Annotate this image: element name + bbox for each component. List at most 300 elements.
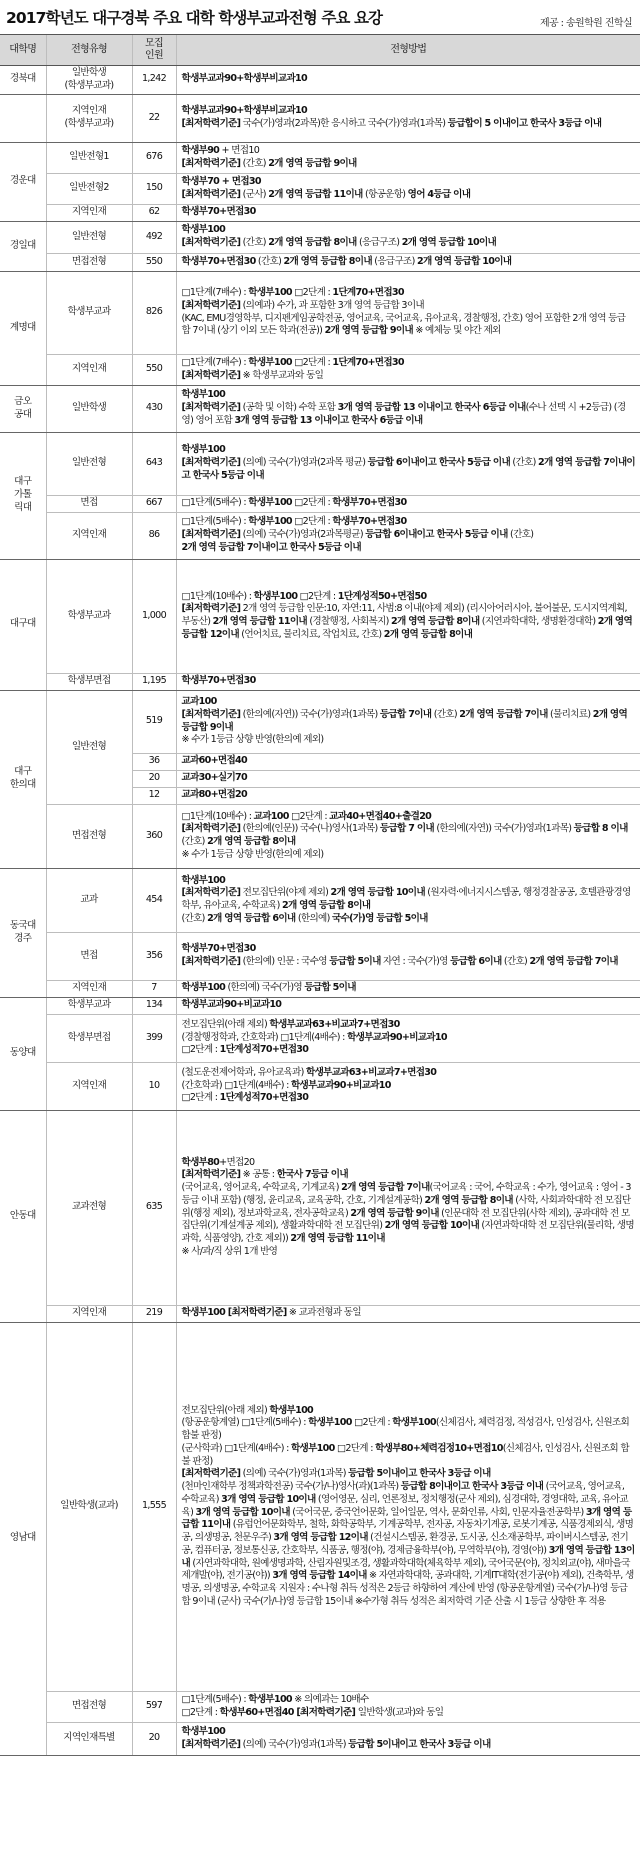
- method-line: [182, 206, 636, 219]
- table-row: [0, 271, 640, 354]
- table-row: [0, 142, 640, 173]
- cell-method: [176, 997, 640, 1014]
- cell-quota: 399: [132, 1014, 176, 1062]
- table-row: [0, 1110, 640, 1305]
- method-emphasis: 교과100: [181, 696, 217, 707]
- cell-quota: 219: [132, 1305, 176, 1322]
- table-row: [0, 66, 640, 95]
- cell-quota: 826: [132, 271, 176, 354]
- method-text: □2단계 :: [291, 497, 333, 509]
- method-text: (국어국문, 중국언어문화, 일어일문, 역사, 문화인류, 사회, 인문자율전공학부): [289, 1506, 586, 1518]
- method-line: [182, 224, 636, 237]
- method-line: [182, 370, 636, 383]
- method-emphasis: 2개 영역 등급합 12이내: [181, 616, 633, 640]
- method-emphasis: 2개 영역 등급합 9이내: [350, 1207, 439, 1219]
- method-text: □1단계(5배수) :: [181, 497, 249, 509]
- cell-quota: 10: [132, 1062, 176, 1110]
- cell-method: [176, 142, 640, 173]
- cell-type: 교과전형: [46, 1110, 132, 1305]
- method-emphasis: [최저학력기준]: [181, 118, 241, 129]
- method-emphasis: 등급합 5이내이고 한국사 3등급 이내: [348, 1468, 491, 1480]
- method-text: (간호): [240, 157, 269, 169]
- method-emphasis: 2개 영역 등급합 8이내: [391, 616, 480, 627]
- cell-method: [176, 271, 640, 354]
- cell-type: 교과: [46, 868, 132, 932]
- method-line: [182, 849, 636, 862]
- method-emphasis: 1단계70+면접30: [332, 287, 404, 298]
- method-emphasis: 학생부70+면접30: [181, 675, 256, 687]
- method-emphasis: [최저학력기준]: [181, 299, 241, 311]
- method-line: [182, 444, 636, 457]
- method-text: (공학 및 이학) 수학 포함: [240, 402, 338, 414]
- method-emphasis: [최저학력기준]: [181, 823, 241, 835]
- method-text: 전모집단위(아래 제외): [181, 1018, 270, 1030]
- method-text: □2단계 :: [181, 1092, 220, 1104]
- method-line: [182, 313, 636, 339]
- method-emphasis: 등급합 5이내이고 한국사 3등급 이내: [348, 1738, 491, 1750]
- method-line: [182, 1405, 636, 1418]
- method-text: (간호): [507, 529, 534, 541]
- method-text: 전모집단위(야제 제외): [240, 887, 331, 899]
- cell-type: 지역인재특별: [46, 1722, 132, 1755]
- method-emphasis: 등급합 6이내이고 한국사 5등급 이내: [365, 529, 508, 541]
- table-row: [0, 980, 640, 997]
- method-emphasis: 1단계70+면접30: [332, 356, 404, 368]
- method-text: ※ 사/과/직 상위 1개 반영: [181, 1245, 278, 1257]
- method-emphasis: 등급합 8이내이고 한국사 3등급 이내: [400, 1481, 544, 1492]
- method-line: [182, 145, 636, 158]
- cell-univ: 대구 가톨 릭대: [0, 432, 46, 559]
- method-emphasis: 2개 영역 등급합 8이내: [281, 900, 371, 911]
- cell-method: [176, 690, 640, 753]
- method-emphasis: [최저학력기준]: [181, 887, 241, 899]
- method-emphasis: 3개 영역 등급합 12이내: [273, 1532, 368, 1543]
- method-line: [182, 105, 636, 118]
- method-line: [182, 529, 636, 542]
- method-line: [182, 287, 636, 300]
- table-row: [0, 690, 640, 753]
- table-body: [0, 66, 640, 1756]
- method-emphasis: 2개 영역 등급합 8이내: [383, 628, 473, 640]
- cell-type: 학생부면접: [46, 1014, 132, 1062]
- method-line: [182, 389, 636, 402]
- method-emphasis: 2개 영역 등급합 11이내: [290, 1233, 385, 1244]
- method-emphasis: [최저학력기준]: [181, 402, 241, 414]
- method-line: [182, 300, 636, 313]
- method-emphasis: [최저학력기준]: [181, 188, 241, 200]
- method-emphasis: 교과80+면접20: [181, 789, 248, 801]
- cell-method: [176, 932, 640, 980]
- method-emphasis: 학생부100: [181, 1725, 226, 1737]
- cell-method: [176, 495, 640, 512]
- method-text: (의예) 국수(가)영과(1과목): [240, 1468, 349, 1480]
- cell-method: [176, 1305, 640, 1322]
- method-emphasis: 학생부70+면접30: [332, 516, 407, 528]
- method-emphasis: 학생부100: [181, 444, 226, 456]
- method-emphasis: 2개 영역 등급합 10이내: [401, 237, 497, 248]
- method-text: □2단계 :: [288, 810, 330, 822]
- cell-type: 면접전형: [46, 804, 132, 868]
- method-line: [182, 875, 636, 888]
- method-line: [182, 603, 636, 641]
- method-line: [182, 1080, 636, 1093]
- method-emphasis: 학생부100: [181, 389, 226, 401]
- method-line: [182, 811, 636, 824]
- method-emphasis: 학생부70 + 면접30: [181, 175, 261, 187]
- method-text: 일반학생(교과)와 동일: [357, 1706, 444, 1718]
- method-line: [182, 256, 636, 269]
- method-text: □2단계 :: [351, 1417, 393, 1429]
- method-text: (간호): [181, 912, 208, 924]
- method-line: [182, 755, 636, 768]
- table-row: [0, 932, 640, 980]
- method-line: [182, 1739, 636, 1752]
- method-emphasis: 학생부100: [181, 224, 226, 236]
- table-header-row: [0, 35, 640, 66]
- method-text: (한의예): [295, 912, 332, 924]
- method-line: [182, 73, 636, 86]
- method-text: □1단계(5배수) :: [181, 1693, 249, 1705]
- method-line: [182, 516, 636, 529]
- cell-method: [176, 868, 640, 932]
- cell-method: [176, 432, 640, 495]
- method-text: (항공운항): [362, 188, 408, 200]
- table-row: [0, 1062, 640, 1110]
- method-line: [182, 402, 636, 428]
- method-text: ※ 예체능 및 야간 제외: [412, 325, 501, 337]
- method-text: (지연과학대학, 생명환경대학): [479, 616, 598, 627]
- method-text: (간호): [510, 457, 538, 469]
- method-emphasis: 2개 영역 등급합 7이내: [529, 956, 618, 967]
- method-line: [182, 1694, 636, 1707]
- method-emphasis: 학생부100: [248, 287, 292, 298]
- cell-univ: 동국대 경주: [0, 868, 46, 997]
- cell-type: 지역인재 (학생부교과): [46, 94, 132, 142]
- cell-quota: 430: [132, 385, 176, 432]
- cell-quota: 597: [132, 1691, 176, 1722]
- cell-method: [176, 66, 640, 95]
- method-text: (유럽언어문화학부, 철학, 화학공학부, 기계공학부, 전자공, 자동차기계공, 로봇기계공, 식품경제외식, 생명공, 의생명공, 천문우주): [181, 1519, 634, 1543]
- cell-univ: 동양대: [0, 997, 46, 1110]
- method-text: ※ 수가 1등급 상향 반영(한의예 제외): [181, 848, 324, 860]
- cell-quota: 454: [132, 868, 176, 932]
- method-text: (의예) 국수(가)영과(1과목): [240, 1738, 349, 1750]
- method-emphasis: 학생부교과90+비교과10: [347, 1031, 447, 1043]
- method-line: [182, 1032, 636, 1045]
- cell-method: [176, 1110, 640, 1305]
- method-line: [182, 1707, 636, 1720]
- method-line: [182, 1044, 636, 1057]
- method-emphasis: [최저학력기준]: [181, 708, 241, 720]
- cell-method: [176, 1691, 640, 1722]
- method-emphasis: 3개 영역 등급합 11이내: [181, 1506, 632, 1531]
- method-text: □1단계(7배수) :: [181, 287, 249, 298]
- cell-univ: 경운대: [0, 142, 46, 221]
- cell-type: 일반전형: [46, 221, 132, 253]
- method-emphasis: 학생부90: [181, 144, 220, 156]
- method-emphasis: [최저학력기준]: [181, 1169, 241, 1181]
- method-line: [182, 1182, 636, 1246]
- cell-method: [176, 385, 640, 432]
- method-emphasis: [최저학력기준]: [181, 157, 241, 169]
- method-text: □1단계(7배수) :: [181, 356, 249, 368]
- method-text: + 면접10: [219, 144, 260, 156]
- table-row: [0, 221, 640, 253]
- method-text: □2단계 :: [181, 1706, 220, 1718]
- method-line: [182, 457, 636, 483]
- method-emphasis: [최저학력기준]: [181, 956, 241, 967]
- method-emphasis: [최저학력기준]: [181, 1468, 241, 1480]
- cell-quota: 20: [132, 1722, 176, 1755]
- method-emphasis: 2개 영역 등급합 10이내: [384, 1220, 480, 1232]
- table-row: [0, 1691, 640, 1722]
- method-text: □1단계(5배수) :: [181, 516, 249, 528]
- method-text: □2단계 :: [297, 590, 338, 602]
- table-row: [0, 804, 640, 868]
- method-emphasis: 2개 영역 등급합 11이내: [212, 616, 307, 627]
- table-row: [0, 1014, 640, 1062]
- cell-method: [176, 770, 640, 787]
- method-emphasis: 3개 영역 등급합 10이내: [195, 1506, 290, 1518]
- cell-quota: 22: [132, 94, 176, 142]
- method-text: (인문대학 전 모집단위(사학 제외), 공과대학 전 모집단위(기계설계공 제외), 생활과학대학 전 모집단위): [181, 1207, 630, 1232]
- cell-quota: 356: [132, 932, 176, 980]
- header-type: 전형유형: [46, 35, 132, 66]
- cell-quota: 1,242: [132, 66, 176, 95]
- method-line: [182, 696, 636, 709]
- cell-type: 일반전형2: [46, 173, 132, 204]
- method-text: (언어치료, 물리치료, 작업치료, 간호): [238, 628, 384, 640]
- cell-univ: 대구 한의대: [0, 690, 46, 868]
- cell-method: [176, 512, 640, 559]
- method-emphasis: 등급합 8 이내: [573, 823, 628, 835]
- method-line: [182, 789, 636, 802]
- method-text: (국어교육, 영어교육, 수학교육, 기계교육): [181, 1182, 342, 1193]
- method-emphasis: 학생부교과90+비교과10: [290, 1079, 391, 1091]
- cell-type: 일반학생(교과): [46, 1322, 132, 1691]
- method-emphasis: 교과40+면접40+출결20: [329, 810, 432, 822]
- table-row: [0, 204, 640, 221]
- method-line: [182, 1092, 636, 1105]
- method-text: (수나 선택 시 +2등급) (경영) 영어 포함: [181, 402, 626, 426]
- method-emphasis: 학생부100: [290, 1442, 335, 1454]
- method-line: [182, 237, 636, 250]
- method-text: □1단계(10배수) :: [181, 810, 254, 822]
- method-text: ※ 자연과학대학, 공과대학, 기계IT대학(전기공(야) 제외), 건축학부, 생명공, 의생명공, 수학교육 지원자 : 수나형 취득 성적은 2등급 하향하여 계산에 반영 (항공운항계열) 국수(가/나)영 등급합 9이내 (군사) 국수(가/나)영 등급합 15이내 ※수가형 취득 성적은 최저학력 기준 산출 시 1등급 상향한 후 적용: [181, 1570, 634, 1607]
- cell-type: 일반학생: [46, 385, 132, 432]
- method-text: □1단계(10배수) :: [181, 590, 254, 602]
- method-emphasis: 학생부100: [392, 1417, 436, 1429]
- method-emphasis: 2개 영역 등급합 7이내: [459, 708, 548, 720]
- table-row: [0, 559, 640, 673]
- method-line: [182, 823, 636, 849]
- cell-type: 지역인재: [46, 204, 132, 221]
- cell-method: [176, 559, 640, 673]
- method-line: [182, 1481, 636, 1609]
- method-emphasis: 영어 4등급 이내: [407, 188, 471, 200]
- header: [0, 0, 640, 34]
- cell-quota: 36: [132, 753, 176, 770]
- method-emphasis: 학생부100: [181, 982, 226, 994]
- method-emphasis: [최저학력기준]: [181, 369, 241, 381]
- method-text: 2개 영역 등급합 인문:10, 자연:11, 사범:8 이내(야제 제외) (리시아어러시아, 불어불문, 도시지역계획, 부동산): [181, 603, 627, 627]
- table-row: [0, 1722, 640, 1755]
- cell-type: 지역인재: [46, 1305, 132, 1322]
- method-emphasis: 3개 영역 등급합 13 이내이고 한국사 6등급 이내: [337, 402, 526, 414]
- cell-type: 지역인재: [46, 1062, 132, 1110]
- cell-univ: 계명대: [0, 271, 46, 385]
- cell-method: [176, 673, 640, 690]
- method-text: (건설시스템공, 환경공, 도시공, 신소재공학부, 파이버시스템공, 전기공, 컴퓨터공, 정보통신공, 간호학부, 식품공, 행정(야), 경제금융학부(야), 무역학부(야), 경영(야)): [181, 1532, 629, 1556]
- page-title: 2017학년도 대구경북 주요 대학 학생부교과전형 주요 요강: [6, 9, 383, 27]
- method-emphasis: [최저학력기준]: [293, 1706, 358, 1718]
- method-emphasis: 학생부60+면접40: [219, 1706, 294, 1718]
- method-text: (신체검사, 인성검사, 신원조회 합불 판정): [181, 1442, 629, 1467]
- method-emphasis: 2개 영역 등급합 6이내: [207, 912, 296, 924]
- cell-type: 면접: [46, 932, 132, 980]
- method-emphasis: 3개 영역 등급합 13 이내이고 한국사 6등급 이내: [234, 414, 423, 426]
- method-text: (물리치료): [547, 708, 593, 720]
- cell-method: [176, 1722, 640, 1755]
- method-text: (신체검사, 체력검정, 적성검사, 인성검사, 신원조회 합불 판정): [181, 1417, 630, 1441]
- table-row: [0, 673, 640, 690]
- method-text: (응급구조): [356, 237, 402, 248]
- cell-method: [176, 1014, 640, 1062]
- method-emphasis: 학생부교과90+학생부비교과10: [181, 73, 307, 85]
- method-line: [182, 1169, 636, 1182]
- method-line: [182, 189, 636, 202]
- method-emphasis: 국수(가)영 등급합 5이내: [332, 912, 428, 924]
- method-text: (군사): [240, 188, 269, 200]
- method-emphasis: 등급합 6이내: [450, 956, 502, 967]
- method-line: [182, 357, 636, 370]
- method-line: [182, 158, 636, 171]
- method-emphasis: 학생부100: [181, 874, 226, 886]
- method-emphasis: 2개 영역 등급합 9이내: [181, 708, 628, 733]
- method-line: [182, 1443, 636, 1469]
- method-text: (간호): [431, 708, 460, 720]
- method-emphasis: 등급합 6이내이고 한국사 5등급 이내: [367, 457, 511, 469]
- method-emphasis: 등급합 5이내: [304, 982, 356, 994]
- method-emphasis: 한국사 7등급 이내: [276, 1169, 348, 1181]
- cell-quota: 12: [132, 787, 176, 804]
- method-emphasis: 학생부70+면접30: [181, 206, 256, 218]
- method-line: [182, 1468, 636, 1481]
- method-emphasis: 2개 영역 등급합 9이내: [324, 325, 413, 337]
- method-text: (간호): [240, 237, 269, 248]
- cell-method: [176, 787, 640, 804]
- method-emphasis: [최저학력기준]: [181, 529, 241, 541]
- method-emphasis: 학생부100: [248, 1693, 292, 1705]
- method-line: [182, 734, 636, 747]
- cell-type: 지역인재: [46, 980, 132, 997]
- method-text: ※ 학생부교과와 동일: [240, 369, 324, 381]
- method-text: (한의예(인문)) 국수(나)영사(1과목): [240, 823, 380, 835]
- table-row: [0, 253, 640, 271]
- cell-quota: 635: [132, 1110, 176, 1305]
- method-text: 국수(가)영과(2과목)한 응시하고 국수(가)영과(1과목): [240, 118, 448, 129]
- method-text: (원자력·에너지시스템공, 행정경찰공공, 호텔관광경영학부, 유아교육, 수학교육): [181, 887, 631, 911]
- method-emphasis: 2개 영역 등급합 10이내: [416, 255, 512, 267]
- method-emphasis: 학생부100: [248, 497, 292, 509]
- cell-type: 지역인재: [46, 512, 132, 559]
- method-text: 전모집단위(아래 제외): [181, 1404, 270, 1416]
- cell-type: 학생부교과: [46, 559, 132, 673]
- cell-univ: 금오 공대: [0, 385, 46, 432]
- table-row: [0, 495, 640, 512]
- header-quota: 모집 인원: [132, 35, 176, 66]
- cell-quota: 550: [132, 253, 176, 271]
- table-row: [0, 432, 640, 495]
- method-emphasis: 3개 영역 등급합 10이내: [221, 1493, 316, 1505]
- cell-type: 면접전형: [46, 1691, 132, 1722]
- method-line: [182, 118, 636, 131]
- cell-method: [176, 1322, 640, 1691]
- method-line: [182, 1019, 636, 1032]
- cell-quota: 667: [132, 495, 176, 512]
- method-line: [182, 943, 636, 956]
- cell-method: [176, 173, 640, 204]
- method-line: [182, 709, 636, 735]
- cell-quota: 1,555: [132, 1322, 176, 1691]
- method-text: 자연 : 국수(가)영: [380, 956, 451, 967]
- method-emphasis: 2개 영역 등급합 8이내: [268, 237, 357, 248]
- source-credit: 제공 : 송원학원 진학실: [539, 18, 632, 29]
- method-text: ※ 의예과는 10배수: [291, 1693, 369, 1705]
- method-text: □2단계 :: [291, 287, 333, 298]
- cell-method: [176, 221, 640, 253]
- method-line: [182, 675, 636, 688]
- table-row: [0, 94, 640, 142]
- method-emphasis: [최저학력기준]: [181, 457, 241, 469]
- admission-table: [0, 34, 640, 1756]
- cell-quota: 492: [132, 221, 176, 253]
- method-line: [182, 497, 636, 510]
- method-emphasis: 학생부교과90+비교과10: [181, 999, 282, 1011]
- method-emphasis: 학생부100: [248, 516, 292, 528]
- cell-quota: 1,195: [132, 673, 176, 690]
- method-emphasis: 학생부80+체력검정10+면접10: [375, 1442, 503, 1454]
- method-text: ※ 수가 1등급 상향 반영(한의예 제외): [181, 734, 324, 746]
- method-emphasis: 2개 영역 등급합 9이내: [268, 157, 357, 169]
- table-row: [0, 354, 640, 385]
- method-line: [182, 1067, 636, 1080]
- cell-type: 면접전형: [46, 253, 132, 271]
- method-emphasis: 학생부100: [248, 356, 292, 368]
- method-emphasis: 2개 영역 등급합 10이내: [330, 887, 425, 899]
- method-line: [182, 772, 636, 785]
- method-text: (의예과) 수가, 과 포함한 3개 영역 등급합 3이내: [240, 299, 424, 311]
- method-emphasis: 2개 영역 등급합 11이내: [268, 188, 363, 200]
- method-emphasis: 2개 영역 등급합 7이내이고 한국사 5등급 이내: [181, 457, 635, 481]
- cell-quota: 360: [132, 804, 176, 868]
- method-text: (간호학과) □1단계(4배수) :: [181, 1079, 291, 1091]
- cell-quota: 550: [132, 354, 176, 385]
- method-text: (한의예(자연)) 국수(가)영과(1과목): [240, 708, 380, 720]
- method-text: □2단계 :: [291, 356, 333, 368]
- method-text: (간호): [501, 956, 530, 967]
- method-text: +면접20: [219, 1156, 255, 1168]
- method-line: [182, 1157, 636, 1170]
- method-text: □2단계 :: [181, 1044, 220, 1056]
- cell-method: [176, 94, 640, 142]
- cell-method: [176, 1062, 640, 1110]
- method-text: ※ 공통 :: [240, 1169, 277, 1181]
- table-row: [0, 173, 640, 204]
- cell-type: 학생부면접: [46, 673, 132, 690]
- cell-quota: 62: [132, 204, 176, 221]
- method-emphasis: 학생부70+면접30: [332, 497, 407, 509]
